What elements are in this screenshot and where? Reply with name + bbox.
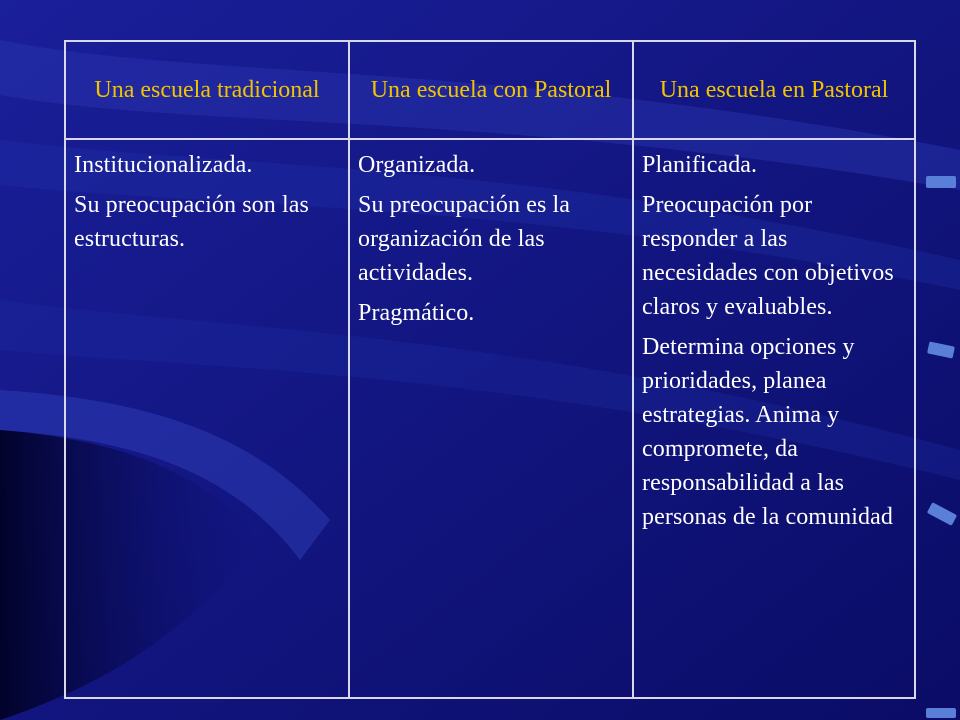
comparison-table <box>64 40 916 699</box>
cell-school-in-pastoral <box>633 139 915 698</box>
cell-paragraph: Institucionalizada. <box>74 152 253 178</box>
header-school-with-pastoral: Una escuela con Pastoral <box>349 41 633 139</box>
table-body-row <box>65 139 915 698</box>
cell-school-with-pastoral <box>349 139 633 698</box>
cell-paragraph: Planificada. <box>642 152 758 178</box>
cell-paragraph: Organizada. <box>358 152 476 178</box>
cell-paragraph: Su preocupación es la organización de las actividades. <box>358 192 571 286</box>
decorative-mark-1 <box>926 176 956 188</box>
header-traditional-school: Una escuela tradicional <box>65 41 349 139</box>
decorative-mark-4 <box>926 708 956 718</box>
cell-paragraph: Determina opciones y prioridades, planea estrategias. Anima y compromete, da responsabilidad a las personas de la comunidad <box>642 334 893 530</box>
cell-paragraph: Preocupación por responder a las necesidades con objetivos claros y evaluables. <box>642 192 894 320</box>
cell-traditional-school <box>65 139 349 698</box>
cell-paragraph: Pragmático. <box>358 300 475 326</box>
cell-paragraph: Su preocupación son las estructuras. <box>74 192 309 252</box>
table-header-row <box>65 41 915 139</box>
header-school-in-pastoral: Una escuela en Pastoral <box>633 41 915 139</box>
